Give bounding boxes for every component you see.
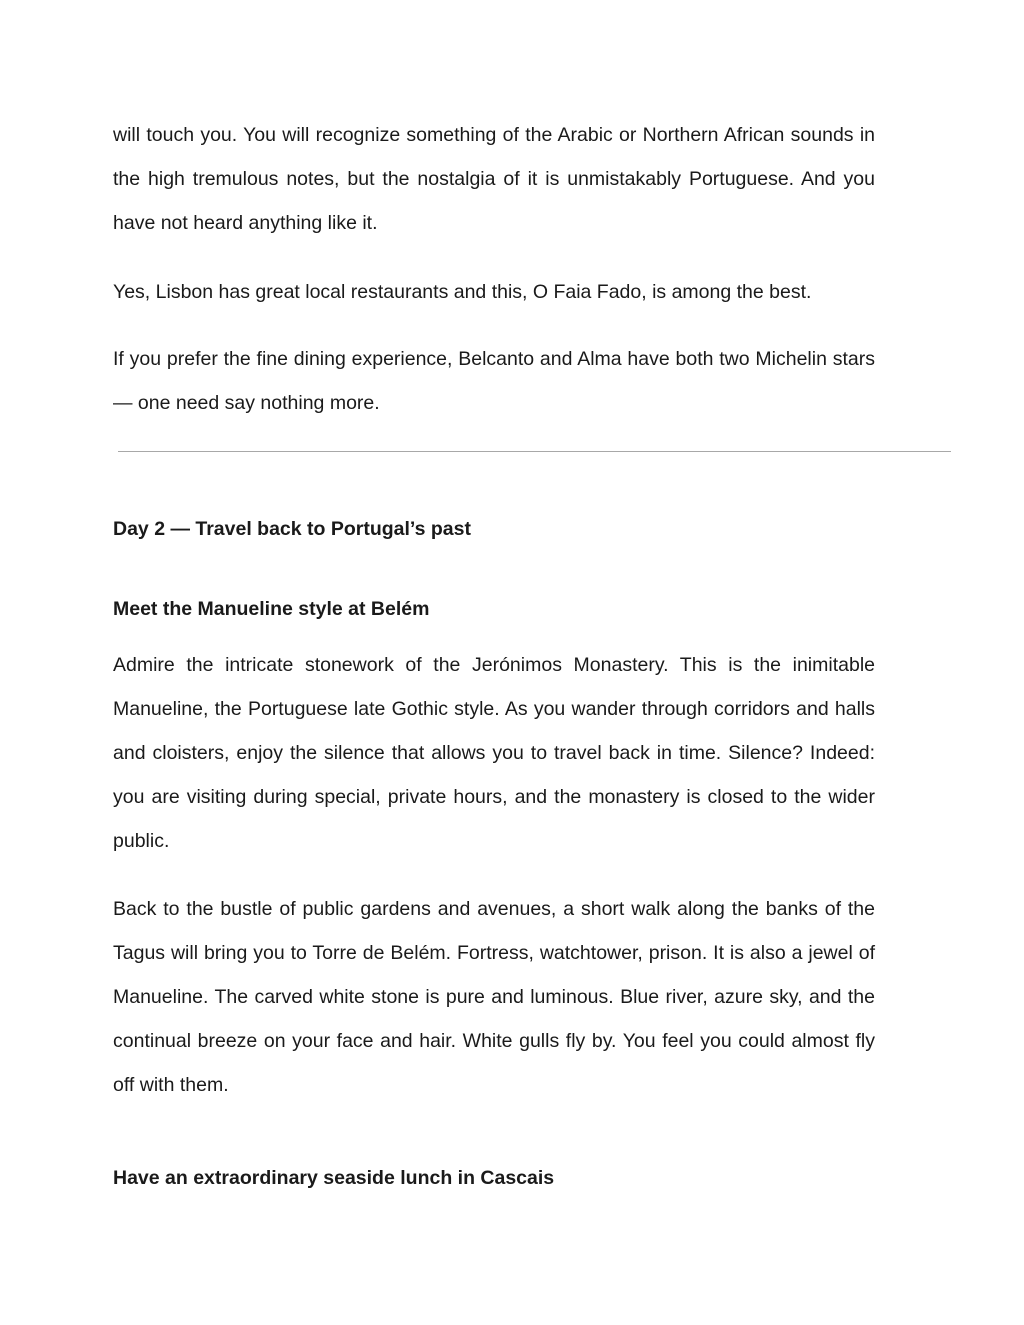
paragraph-torre-de-belem: Back to the bustle of public gardens and avenues, a short walk along the banks of the Tagus will bring you to Torre de Belém. Fortress, watchtower, prison. It is also a jewel of Manueline. The carved white stone is pure and luminous. Blue river, azure sky, and the continual breeze on your face and hair. White gulls fly by. You feel you could almost fly off with them. [113, 898, 875, 1096]
heading-manueline-belem: Meet the Manueline style at Belém [113, 598, 430, 620]
heading-seaside-lunch-cascais: Have an extraordinary seaside lunch in Cascais [113, 1167, 555, 1189]
horizontal-divider [118, 451, 951, 452]
paragraph-jeronimos-monastery: Admire the intricate stonework of the Jerónimos Monastery. This is the inimitable Manueline, the Portuguese late Gothic style. As you wander through corridors and halls and cloisters, enjoy the silence that allows you to travel back in time. Silence? Indeed: you are visiting during special, private hours, and the monastery is closed to the wider public. [113, 654, 875, 852]
paragraph-fine-dining: If you prefer the fine dining experience, Belcanto and Alma have both two Michelin stars — one need say nothing more. [113, 348, 875, 414]
paragraph-local-restaurants: Yes, Lisbon has great local restaurants and this, O Faia Fado, is among the best. [113, 281, 812, 303]
heading-day-2: Day 2 — Travel back to Portugal’s past [113, 518, 471, 540]
paragraph-fado-description: will touch you. You will recognize something of the Arabic or Northern African sounds in the high tremulous notes, but the nostalgia of it is unmistakably Portuguese. And you have not heard anything like it. [113, 124, 875, 234]
